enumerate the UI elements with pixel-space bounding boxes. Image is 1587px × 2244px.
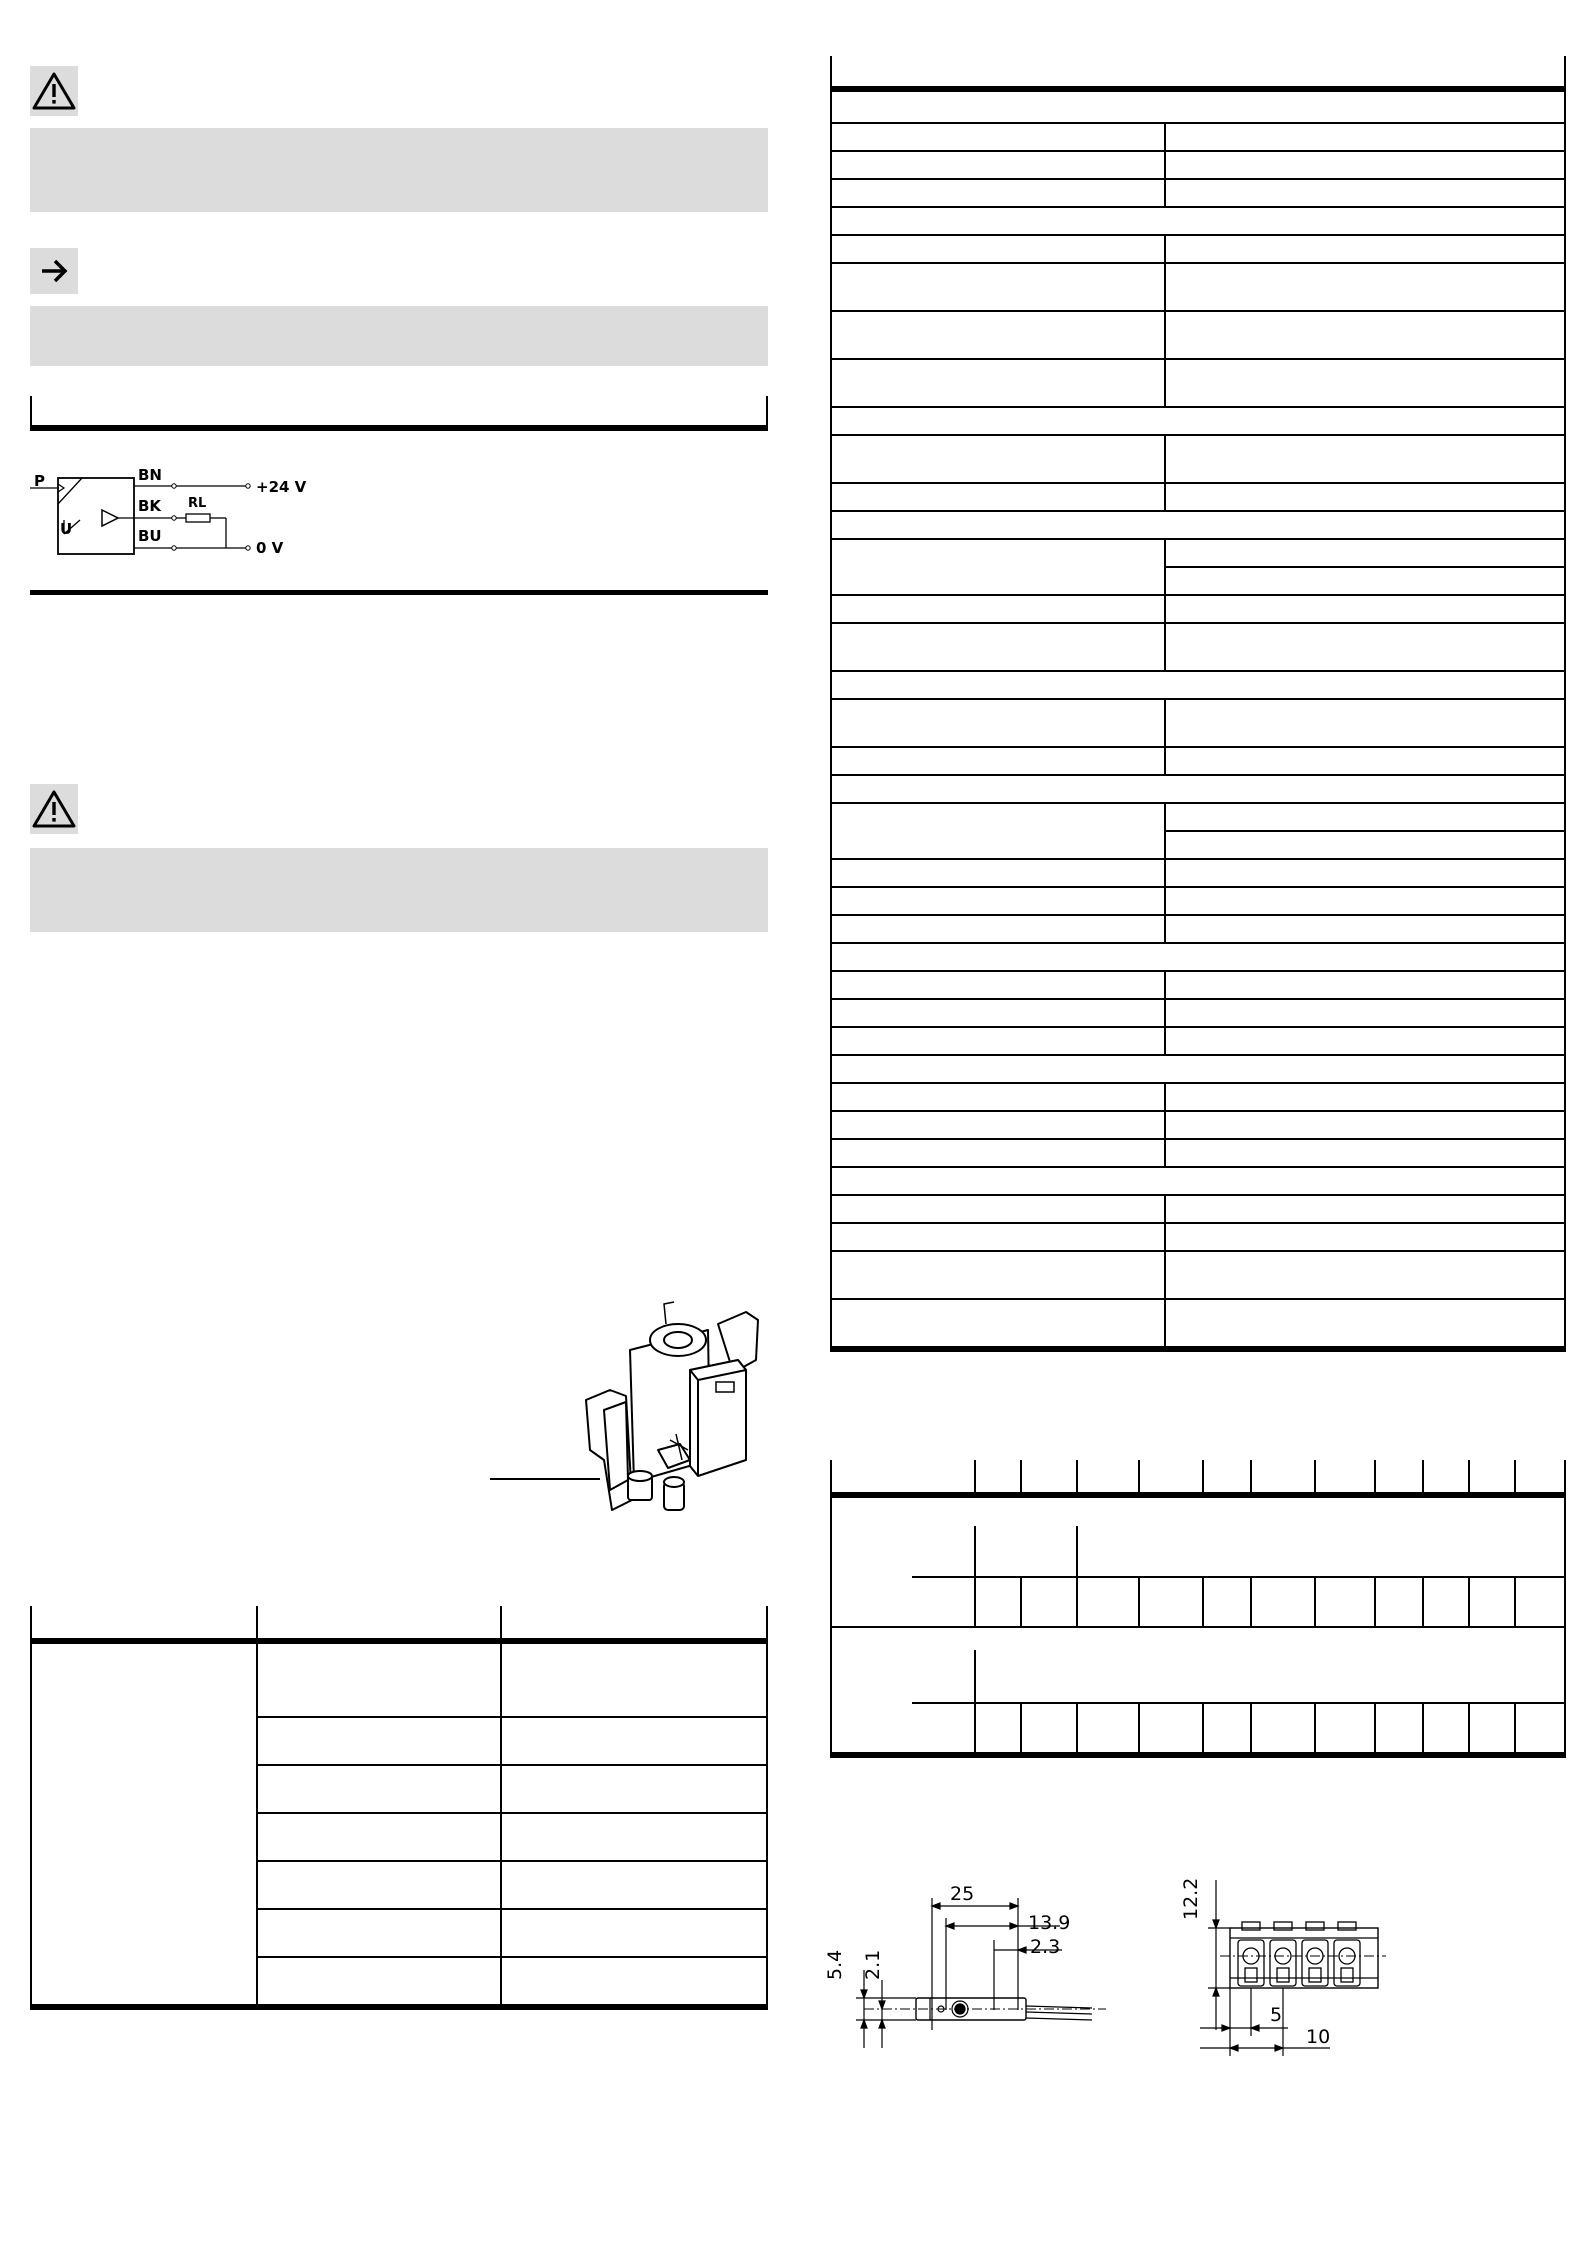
right-matrix-table [830,1460,1566,1760]
circuit-label-plus24v: +24 V [256,478,307,496]
warning-triangle-icon [30,66,78,116]
circuit-label-bk: BK [138,497,162,515]
dim-25-label: 25 [950,1883,975,1905]
circuit-footer-rule [30,590,768,595]
circuit-box [30,396,768,596]
right-table-footer-rule [830,1346,1566,1352]
dim-2-3-label: 2.3 [1030,1936,1061,1958]
circuit-label-0v: 0 V [256,539,284,557]
arrow-right-icon [30,248,78,294]
left-spec-table [30,1606,768,2016]
dim-10-label: 10 [1306,2026,1331,2048]
warning-icon-box-1 [30,66,78,116]
matrix-header-rule [830,1492,1566,1498]
circuit-header-rule [30,425,768,431]
dim-5-label: 5 [1270,2004,1283,2026]
warning-icon-box-2 [30,784,78,834]
note-text-block [30,306,768,366]
matrix-footer-rule [830,1752,1566,1758]
sensor-dimension-drawing [830,1880,1110,2080]
right-spec-table [830,56,1566,1356]
warning-text-block-1 [30,128,768,212]
sensor-mounting-illustration [570,1300,790,1520]
note-icon-box [30,248,78,294]
warning-triangle-icon [30,784,78,834]
circuit-label-p: P [34,472,45,490]
warning-text-block-2 [30,848,768,932]
circuit-label-bu: BU [138,527,162,545]
dim-12-2-label: 12.2 [1180,1877,1202,1920]
dim-13-9-label: 13.9 [1028,1912,1071,1934]
dim-5-4-label: 5.4 [824,1949,846,1980]
circuit-label-rl: RL [188,496,207,511]
left-table-header-rule [30,1638,768,1644]
dim-2-1-label: 2.1 [862,1949,884,1980]
left-table-footer-rule [30,2004,768,2010]
circuit-label-bn: BN [138,466,162,484]
strip-dimension-drawing [1180,1860,1410,2080]
right-table-header-rule [830,86,1566,92]
circuit-label-u: U [60,520,73,538]
